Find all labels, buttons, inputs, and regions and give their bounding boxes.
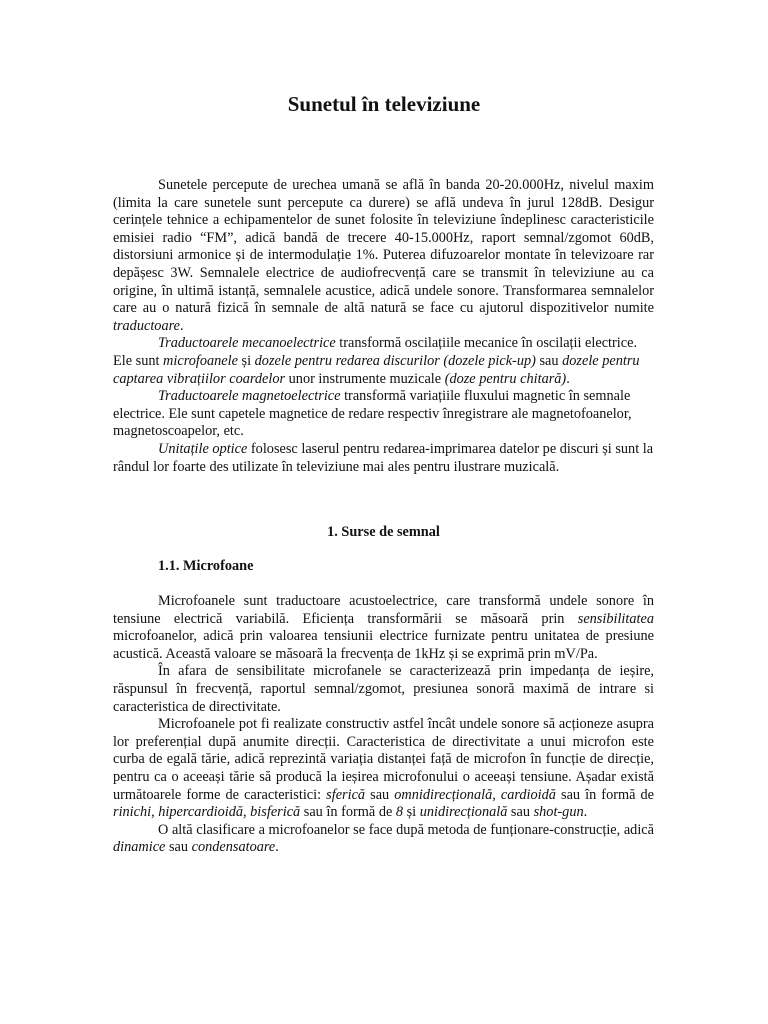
- microphones-body: [113, 593, 654, 857]
- paragraph: [113, 441, 654, 476]
- text-run: sau: [535, 352, 563, 369]
- italic-term: microfoanele: [163, 352, 238, 369]
- italic-term: cardioidă: [500, 786, 556, 803]
- italic-term: sensibilitatea: [577, 610, 654, 627]
- italic-term: condensatoare: [191, 839, 276, 856]
- italic-term: (doze pentru chitară): [444, 370, 567, 387]
- italic-term: dozele pentru captarea vibrațiilor coardelor: [113, 352, 640, 387]
- subsection-heading: 1.1. Microfoane: [158, 558, 254, 574]
- text-run: ,: [151, 804, 159, 821]
- paragraph: [113, 388, 654, 441]
- paragraph: [113, 663, 654, 716]
- italic-term: dinamice: [113, 839, 166, 856]
- text-run: sau în formă de: [300, 804, 396, 821]
- text-run: microfoanelor, adică prin valoarea tensiunii electrice furnizate pentru unitatea de presiune acustică. Această valoare se măsoară la frecvența de 1kHz și se exprimă prin mV/Pa.: [113, 628, 654, 662]
- paragraph: [113, 822, 654, 857]
- text-run: sau: [165, 839, 192, 856]
- text-run: ,: [243, 804, 251, 821]
- text-run: .: [179, 317, 184, 334]
- italic-term: sferică: [326, 786, 366, 803]
- text-run: .: [566, 370, 570, 387]
- text-run: Microfoanele pot fi realizate constructiv astfel încât undele sonore să acționeze asupra lor preferențial după anumite direcții. Caracteristica de directivitate a unui microfon este curba de egală tărie, adică reprezintă variația distanței față de microfon în funcție de direcție, pentru ca o aceeași tărie să producă la ieșirea microfonului o aceeași tensiune. Așadar există următoarele forme de caracteristici:: [113, 716, 654, 803]
- text-run: transformă variațiile fluxului magnetic în semnale electrice. Ele sunt capetele magnetice de redare respectiv înregistrare ale magnetofoanelor, magnetoscoapelor, etc.: [113, 388, 632, 440]
- text-run: sau în formă de: [555, 786, 654, 803]
- paragraph: [113, 177, 654, 335]
- section-heading: 1. Surse de semnal: [327, 524, 440, 540]
- italic-term: Traductoarele mecanoelectrice: [158, 335, 336, 352]
- italic-term: 8: [395, 804, 404, 821]
- italic-term: Unitațile optice: [158, 440, 248, 457]
- italic-term: unidirecțională: [419, 804, 508, 821]
- paragraph: [113, 716, 654, 822]
- page-title: Sunetul în televiziune: [287, 92, 481, 116]
- section-heading-wrap: [113, 524, 654, 542]
- subsection-heading-wrap: [113, 558, 654, 576]
- text-run: transformă oscilațiile mecanice în oscilații electrice. Ele sunt: [113, 335, 638, 369]
- text-run: ,: [492, 786, 501, 803]
- italic-term: dozele pentru redarea discurilor (dozele pick-up): [254, 352, 536, 369]
- italic-term: bisferică: [250, 804, 301, 821]
- text-run: și: [403, 804, 420, 821]
- paragraph: [113, 593, 654, 663]
- text-run: Sunetele percepute de urechea umană se află în banda 20-20.000Hz, nivelul maxim (limita la care sunetele sunt percepute ca durere) se află undeva în jurul 128dB. Desigur cerințele tehnice a echipamentelor de sunet folosite în televiziune îndeplinesc caracteristicile emisiei radio “FM”, adică bandă de trecere 40-15.000Hz, raport semnal/zgomot 60dB, distorsiuni armonice și de intermodulație 1%. Puterea difuzoarelor montate în televizoare rar depășesc 3W. Semnalele electrice de audiofrecvență care se transmit în televiziune au ca origine, în ultimă istanță, semnalele acustice, adică undele sonore. Transformarea semnalelor care au o natură fizică în semnale de altă natură se face cu ajutorul dispozitivelor numite: [113, 177, 654, 317]
- text-run: și: [237, 352, 255, 369]
- italic-term: rinichi: [113, 804, 152, 821]
- text-run: .: [275, 839, 279, 856]
- text-run: Microfoanele sunt traductoare acustoelectrice, care transformă undele sonore în tensiune electrică variabilă. Eficiența transformării se măsoară prin: [113, 593, 654, 627]
- italic-term: omnidirecțională: [394, 786, 493, 803]
- text-run: unor instrumente muzicale: [285, 370, 445, 387]
- text-run: folosesc laserul pentru redarea-imprimarea datelor pe discuri și sunt la rândul lor foarte des utilizate în televiziune mai ales pentru ilustrare muzicală.: [113, 440, 654, 475]
- text-run: O altă clasificare a microfoanelor se face după metoda de funționare-construcție, adică: [158, 821, 654, 838]
- text-run: .: [583, 804, 588, 821]
- italic-term: hipercardioidă: [158, 804, 243, 821]
- italic-term: traductoare: [113, 317, 180, 334]
- paragraph: [113, 335, 654, 388]
- intro-body: [113, 177, 654, 476]
- italic-term: Traductoarele magnetoelectrice: [158, 388, 341, 405]
- text-run: sau: [507, 804, 534, 821]
- text-run: sau: [365, 786, 395, 803]
- italic-term: shot-gun: [533, 804, 584, 821]
- text-run: În afara de sensibilitate microfanele se caracterizează prin impedanța de ieșire, răspunsul în frecvență, raportul semnal/zgomot, presiunea sonoră maximă de intrare si caracteristica de directivitate.: [113, 663, 654, 715]
